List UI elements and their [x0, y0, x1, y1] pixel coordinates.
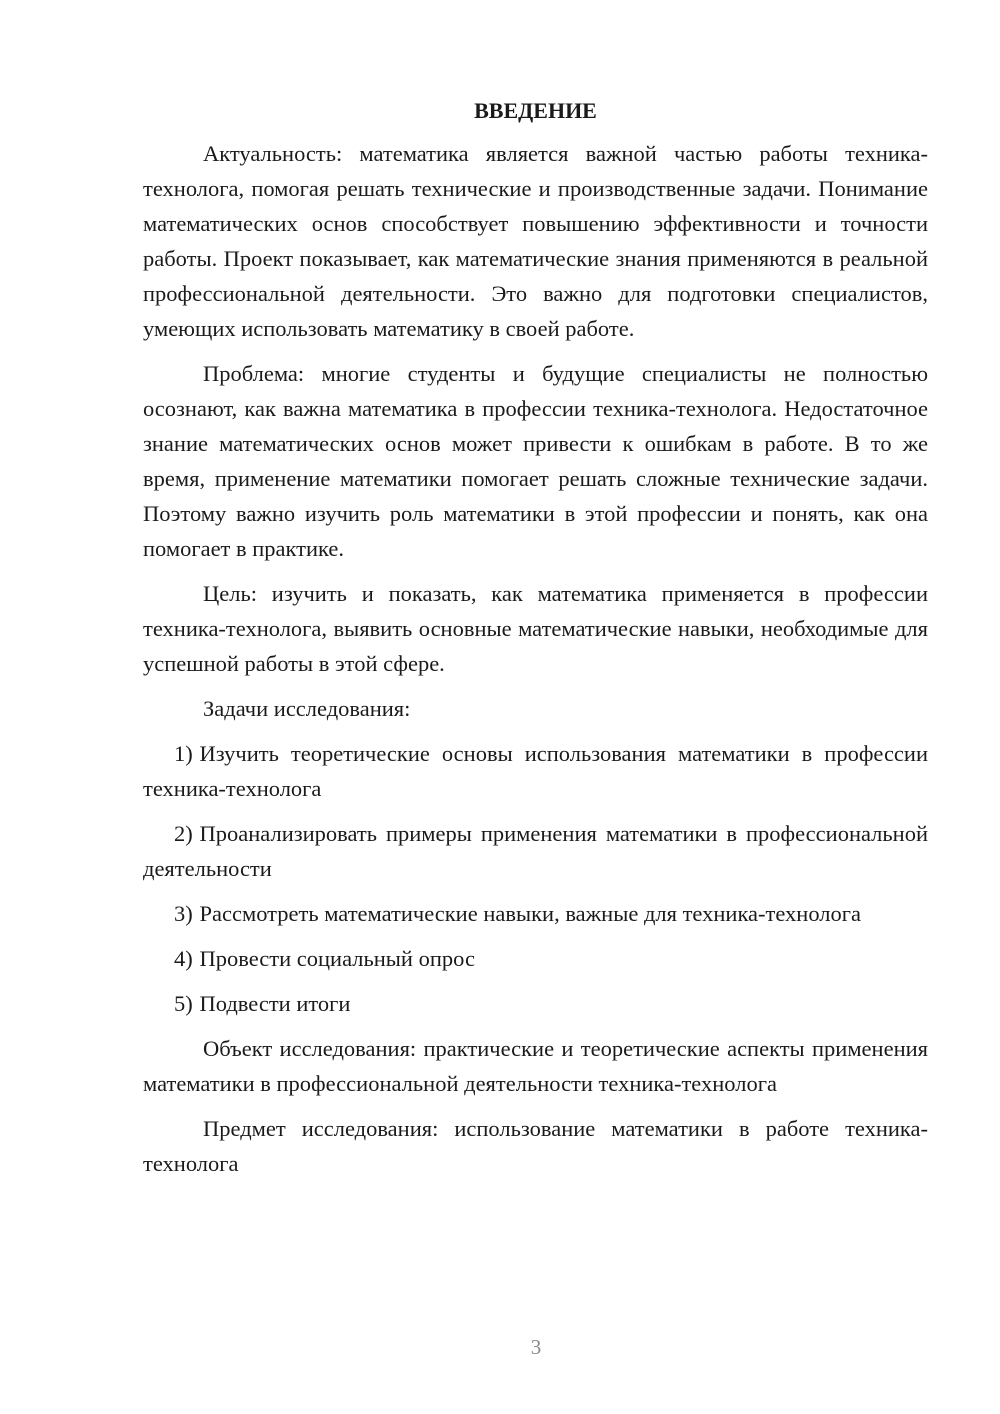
task-text: Рассмотреть математические навыки, важные для техника-технолога [199, 901, 861, 926]
task-text: Подвести итоги [199, 991, 351, 1016]
task-text: Проанализировать примеры применения математики в профессиональной деятельности [143, 821, 928, 881]
task-number: 1) [174, 741, 193, 766]
page-content [143, 93, 928, 1191]
task-number: 2) [174, 821, 193, 846]
task-item [143, 941, 928, 976]
task-number: 3) [174, 901, 193, 926]
page-number: 3 [530, 1335, 542, 1359]
relevance-paragraph: Актуальность: математика является важной частью работы техника-технолога, помогая решать технические и производственные задачи. Понимание математических основ способствует повышению эффективности и точности работы. Проект показывает, как математические знания применяются в реальной профессиональной деятельности. Это важно для подготовки специалистов, умеющих использовать математику в своей работе. [143, 141, 928, 341]
page-title: ВВЕДЕНИЕ [474, 98, 597, 123]
task-number: 4) [174, 946, 193, 971]
task-text: Провести социальный опрос [199, 946, 475, 971]
task-number: 5) [174, 991, 193, 1016]
object-paragraph: Объект исследования: практические и теоретические аспекты применения математики в профессиональной деятельности техника-технолога [143, 1036, 928, 1096]
goal-paragraph: Цель: изучить и показать, как математика применяется в профессии техника-технолога, выявить основные математические навыки, необходимые для успешной работы в этой сфере. [143, 581, 928, 676]
task-item [143, 986, 928, 1021]
task-item [143, 816, 928, 886]
tasks-heading: Задачи исследования: [203, 696, 411, 721]
task-item [143, 736, 928, 806]
subject-paragraph: Предмет исследования: использование математики в работе техника-технолога [143, 1116, 928, 1176]
task-text: Изучить теоретические основы использования математики в профессии техника-технолога [143, 741, 928, 801]
problem-paragraph: Проблема: многие студенты и будущие специалисты не полностью осознают, как важна математика в профессии техника-технолога. Недостаточное знание математических основ может привести к ошибкам в работе. В то же время, применение математики помогает решать сложные технические задачи. Поэтому важно изучить роль математики в этой профессии и понять, как она помогает в практике. [143, 361, 928, 561]
task-item [143, 896, 928, 931]
